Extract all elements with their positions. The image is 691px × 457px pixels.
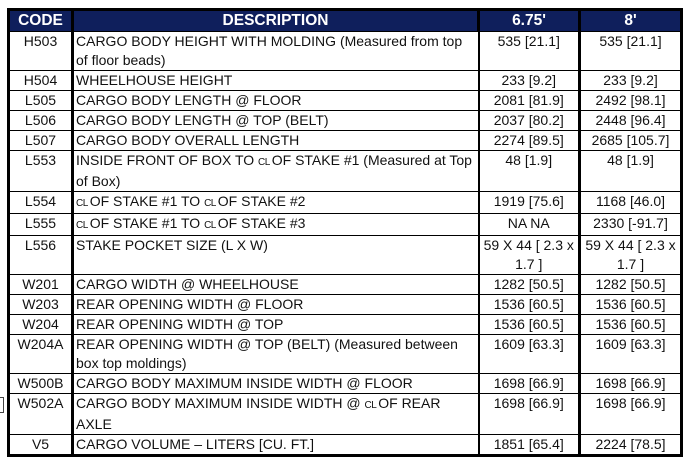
header-code: CODE <box>9 10 73 32</box>
row-value-8: 48 [1.9] <box>580 151 682 192</box>
row-value-6-75: 1919 [75.6] <box>479 192 580 214</box>
row-description: CARGO BODY LENGTH @ TOP (BELT) <box>73 111 479 131</box>
row-value-8: 1536 [60.5] <box>580 295 682 315</box>
row-value-8: 1609 [63.3] <box>580 335 682 374</box>
row-value-8: 2685 [105.7] <box>580 131 682 151</box>
centerline-symbol: CL <box>76 220 90 231</box>
row-value-8: 59 X 44 [ 2.3 x 1.7 ] <box>580 236 682 275</box>
row-code: L554 <box>9 192 73 214</box>
row-value-8: 1282 [50.5] <box>580 275 682 295</box>
table-row <box>9 435 682 456</box>
row-value-6-75: 1609 [63.3] <box>479 335 580 374</box>
row-description: CL OF STAKE #1 TO CL OF STAKE #3 <box>73 214 479 236</box>
row-value-8: 2330 [-91.7] <box>580 214 682 236</box>
table-row <box>9 91 682 111</box>
row-description: CL OF STAKE #1 TO CL OF STAKE #2 <box>73 192 479 214</box>
table-row <box>9 214 682 236</box>
row-code: H503 <box>9 32 73 71</box>
table-row <box>9 111 682 131</box>
row-description: CARGO BODY MAXIMUM INSIDE WIDTH @ CL OF REAR AXLE <box>73 394 479 435</box>
row-code: H504 <box>9 71 73 91</box>
row-code: L507 <box>9 131 73 151</box>
row-value-8: 1536 [60.5] <box>580 315 682 335</box>
stray-border-fragment <box>0 397 4 413</box>
row-code: W203 <box>9 295 73 315</box>
row-code: W204A <box>9 335 73 374</box>
row-value-8: 1698 [66.9] <box>580 374 682 394</box>
centerline-symbol: CL <box>76 198 90 209</box>
row-code: L556 <box>9 236 73 275</box>
table-row <box>9 192 682 214</box>
dimensions-table <box>7 8 683 457</box>
row-code: W500B <box>9 374 73 394</box>
row-value-6-75: 1698 [66.9] <box>479 374 580 394</box>
centerline-symbol: CL <box>258 157 272 168</box>
row-code: W204 <box>9 315 73 335</box>
row-value-6-75: 1851 [65.4] <box>479 435 580 456</box>
table-row <box>9 295 682 315</box>
row-value-6-75: 59 X 44 [ 2.3 x 1.7 ] <box>479 236 580 275</box>
table-row <box>9 275 682 295</box>
header-description: DESCRIPTION <box>73 10 479 32</box>
table-row <box>9 131 682 151</box>
row-description: CARGO VOLUME – LITERS [CU. FT.] <box>73 435 479 456</box>
centerline-symbol: CL <box>364 400 379 411</box>
row-value-8: 2224 [78.5] <box>595 436 666 452</box>
row-description: CARGO BODY HEIGHT WITH MOLDING (Measured from top of floor beads) <box>73 32 479 71</box>
row-description: CARGO WIDTH @ WHEELHOUSE <box>73 275 479 295</box>
row-description: WHEELHOUSE HEIGHT <box>73 71 479 91</box>
row-value-8: 2448 [96.4] <box>580 111 682 131</box>
row-value-6-75: 2037 [80.2] <box>479 111 580 131</box>
row-code: L555 <box>9 214 73 236</box>
row-description: INSIDE FRONT OF BOX TO CL OF STAKE #1 (Measured at Top of Box) <box>73 151 479 192</box>
row-value-8: 535 [21.1] <box>580 32 682 71</box>
row-description: CARGO BODY LENGTH @ FLOOR <box>73 91 479 111</box>
header-row <box>9 10 682 32</box>
table-row <box>9 236 682 275</box>
dimensions-table-container <box>7 8 680 457</box>
row-description: CARGO BODY MAXIMUM INSIDE WIDTH @ FLOOR <box>73 374 479 394</box>
header-6-75: 6.75' <box>479 10 580 32</box>
table-row <box>9 151 682 192</box>
table-row <box>9 71 682 91</box>
row-code: L505 <box>9 91 73 111</box>
row-code: W502A <box>9 394 73 435</box>
table-row <box>9 32 682 71</box>
row-description: CARGO BODY OVERALL LENGTH <box>73 131 479 151</box>
table-row <box>9 374 682 394</box>
row-value-8: 1168 [46.0] <box>580 192 682 214</box>
row-code: L553 <box>9 151 73 192</box>
row-value-6-75: 2274 [89.5] <box>479 131 580 151</box>
row-value-6-75: 1536 [60.5] <box>479 315 580 335</box>
row-value-6-75: 48 [1.9] <box>479 151 580 192</box>
row-value-6-75: 1698 [66.9] <box>479 394 580 435</box>
row-value-6-75: NA NA <box>479 214 580 236</box>
table-row <box>9 394 682 435</box>
centerline-symbol: CL <box>204 220 218 231</box>
row-value-6-75: 233 [9.2] <box>479 71 580 91</box>
row-value-6-75: 1282 [50.5] <box>479 275 580 295</box>
row-value-6-75: 2081 [81.9] <box>479 91 580 111</box>
row-value-6-75: 535 [21.1] <box>479 32 580 71</box>
row-code: W201 <box>9 275 73 295</box>
table-row <box>9 315 682 335</box>
table-row <box>9 335 682 374</box>
row-value-8: 233 [9.2] <box>580 71 682 91</box>
row-value-6-75: 1536 [60.5] <box>479 295 580 315</box>
header-8: 8' <box>580 10 682 32</box>
row-code: V5 <box>9 435 73 456</box>
row-value-8: 2492 [98.1] <box>580 91 682 111</box>
row-description: REAR OPENING WIDTH @ TOP (BELT) (Measured between box top moldings) <box>73 335 479 374</box>
row-description: REAR OPENING WIDTH @ TOP <box>73 315 479 335</box>
row-description: STAKE POCKET SIZE (L X W) <box>73 236 479 275</box>
centerline-symbol: CL <box>204 198 218 209</box>
row-value-8: 1698 [66.9] <box>580 394 682 435</box>
row-description: REAR OPENING WIDTH @ FLOOR <box>73 295 479 315</box>
row-code: L506 <box>9 111 73 131</box>
